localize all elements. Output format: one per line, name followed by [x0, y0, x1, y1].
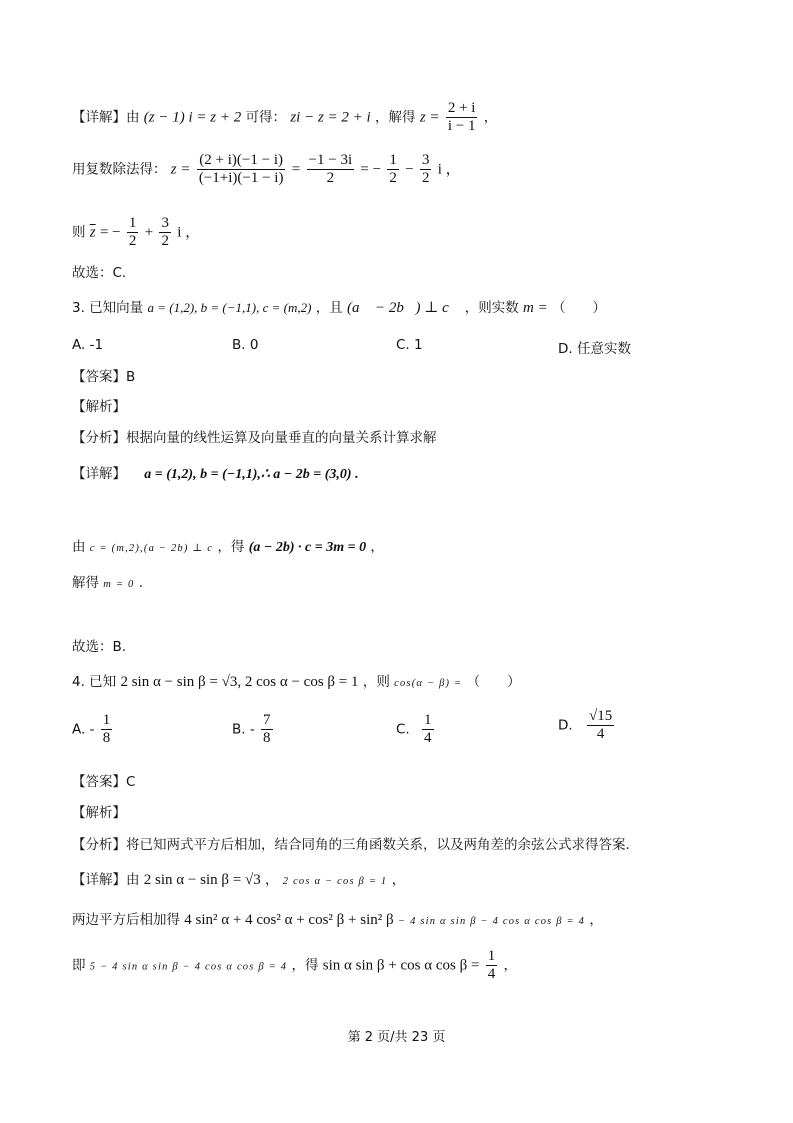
- text: 即: [72, 957, 86, 974]
- equation: i ，: [437, 161, 461, 178]
- option-label: C.: [396, 721, 410, 738]
- detail-line: [72, 465, 359, 484]
- text: 两边平方后相加得: [72, 912, 180, 928]
- numerator: 1: [389, 152, 397, 168]
- option-b: [232, 712, 275, 747]
- text: .: [138, 575, 144, 591]
- text: ，则实数: [464, 300, 519, 316]
- detail-label: 【详解】由: [72, 109, 140, 126]
- option-c: [396, 712, 436, 747]
- numerator: √15: [588, 708, 613, 724]
- text: ，: [503, 957, 518, 974]
- denominator: 2: [326, 170, 335, 186]
- text: 4. 已知: [72, 674, 117, 690]
- equation: m = 0: [103, 579, 135, 590]
- denominator: (−1+i)(−1 − i): [198, 170, 284, 186]
- equation: cos(α − β) =: [394, 678, 463, 689]
- numerator: 1: [128, 215, 137, 231]
- detail-line: [72, 948, 517, 983]
- detail-line: [72, 538, 384, 558]
- text: ，则: [362, 674, 390, 690]
- equation: =: [291, 161, 301, 178]
- analysis-label: 【解析】: [72, 399, 126, 415]
- option-b: B. 0: [232, 337, 259, 353]
- denominator: 4: [487, 966, 496, 982]
- option-label: B. -: [232, 721, 255, 738]
- numerator: 1: [102, 712, 111, 728]
- text: ，得: [217, 539, 245, 555]
- text: 可得：: [245, 109, 287, 126]
- numerator: 3: [421, 152, 430, 168]
- denominator: 2: [421, 170, 430, 186]
- text: 用复数除法得：: [72, 161, 167, 178]
- text: ，: [589, 912, 603, 928]
- fraction: [101, 712, 113, 747]
- fraction: [446, 100, 478, 135]
- detail-line: [72, 871, 405, 891]
- detail-line: [72, 574, 143, 594]
- equation: +: [144, 224, 154, 241]
- equation: c = (m,2),(a − 2b) ⊥ c: [89, 543, 214, 554]
- equation: z =: [170, 161, 191, 178]
- answer-line: 【答案】C: [72, 774, 136, 790]
- equation: z =: [419, 109, 440, 126]
- equation: − 4 sin α sin β − 4 cos α cos β = 4: [397, 916, 586, 927]
- numerator: 7: [263, 712, 271, 728]
- equation: (z − 1) i = z + 2: [143, 109, 242, 126]
- numerator: 2 + i: [447, 100, 476, 116]
- text: ，解得: [375, 109, 416, 126]
- option-label: A. -: [72, 721, 95, 738]
- equation: −: [405, 161, 414, 178]
- analysis-text: 【分析】根据向量的线性运算及向量垂直的向量关系计算求解: [72, 430, 437, 446]
- equation: 5 − 4 sin α sin β − 4 cos α cos β = 4: [89, 961, 288, 973]
- fraction: [387, 152, 399, 187]
- text: 3. 已知向量: [72, 300, 144, 316]
- answer-line: 【答案】B: [72, 369, 136, 385]
- equation: m =: [523, 300, 548, 316]
- text: （ ）: [466, 674, 521, 690]
- equation: a = (1,2), b = (−1,1),∴ a − 2b = (3,0) .: [144, 467, 359, 482]
- detail-label: 【详解】: [72, 466, 126, 482]
- option-d: D. 任意实数: [558, 341, 631, 357]
- text: ，: [483, 109, 498, 126]
- analysis-text: 【分析】将已知两式平方后相加，结合同角的三角函数关系，以及两角差的余弦公式求得答案.: [72, 837, 630, 853]
- detail-line-1: [72, 100, 497, 135]
- choice-line: 故选：B.: [72, 639, 127, 655]
- equation: 2 cos α − cos β = 1: [282, 876, 388, 887]
- equation: (a⃗ − 2b⃗) ⊥ c⃗: [347, 300, 461, 316]
- equation: 2 sin α − sin β = √3, 2 cos α − cos β = 1: [120, 674, 359, 690]
- text: 解得: [72, 575, 99, 591]
- equation: = −: [99, 224, 121, 241]
- numerator: 1: [424, 712, 432, 728]
- equation: 4 sin² α + 4 cos² α + cos² β + sin² β: [184, 912, 394, 928]
- numerator: (2 + i)(−1 − i): [199, 152, 283, 168]
- equation: 2 sin α − sin β = √3: [143, 872, 261, 888]
- denominator: 4: [596, 726, 605, 742]
- fraction: [307, 152, 355, 187]
- equation: a = (1,2), b = (−1,1), c = (m,2): [147, 300, 312, 315]
- denominator: 2: [389, 170, 397, 186]
- equation: i ，: [177, 224, 201, 241]
- denominator: i − 1: [447, 118, 476, 134]
- text: ，且: [315, 300, 343, 316]
- text: ，: [370, 539, 384, 555]
- fraction: [486, 948, 498, 983]
- numerator: 1: [487, 948, 496, 964]
- option-c: C. 1: [396, 337, 423, 353]
- fraction: [422, 712, 434, 747]
- equation: sin α sin β + cos α cos β =: [322, 957, 480, 974]
- analysis-label: 【解析】: [72, 805, 126, 821]
- question-4-stem: [72, 673, 521, 693]
- denominator: 4: [424, 730, 432, 746]
- text: ，得: [291, 957, 319, 974]
- text: （ ）: [552, 300, 607, 316]
- denominator: 2: [161, 233, 169, 249]
- numerator: −1 − 3i: [308, 152, 353, 168]
- fraction: [587, 708, 614, 743]
- option-d: [558, 708, 616, 743]
- page-footer: 第 2 页/共 23 页: [347, 1030, 446, 1045]
- question-3-stem: [72, 299, 606, 317]
- denominator: 8: [263, 730, 271, 746]
- text: ，: [391, 872, 406, 888]
- option-a: A. -1: [72, 337, 104, 353]
- fraction: [127, 215, 139, 250]
- text: 则: [72, 224, 86, 241]
- numerator: 3: [161, 215, 169, 231]
- text: ，: [265, 872, 279, 888]
- choice-line: 故选：C.: [72, 265, 127, 281]
- equation: zi − z = 2 + i: [290, 109, 371, 126]
- detail-line-3: [72, 215, 200, 250]
- fraction: [197, 152, 286, 187]
- equation: (a − 2b) · c = 3m = 0: [248, 540, 367, 555]
- detail-label: 【详解】由: [72, 872, 140, 888]
- fraction: [159, 215, 171, 250]
- fraction: [261, 712, 273, 747]
- option-label: D.: [558, 717, 573, 734]
- denominator: 8: [102, 730, 111, 746]
- detail-line-2: [72, 152, 461, 187]
- text: 由: [72, 539, 86, 555]
- equation: = −: [360, 161, 382, 178]
- option-a: [72, 712, 114, 747]
- fraction: [420, 152, 432, 187]
- detail-line: [72, 911, 603, 931]
- denominator: 2: [128, 233, 137, 249]
- equation: $\overline{z}$: [89, 224, 96, 241]
